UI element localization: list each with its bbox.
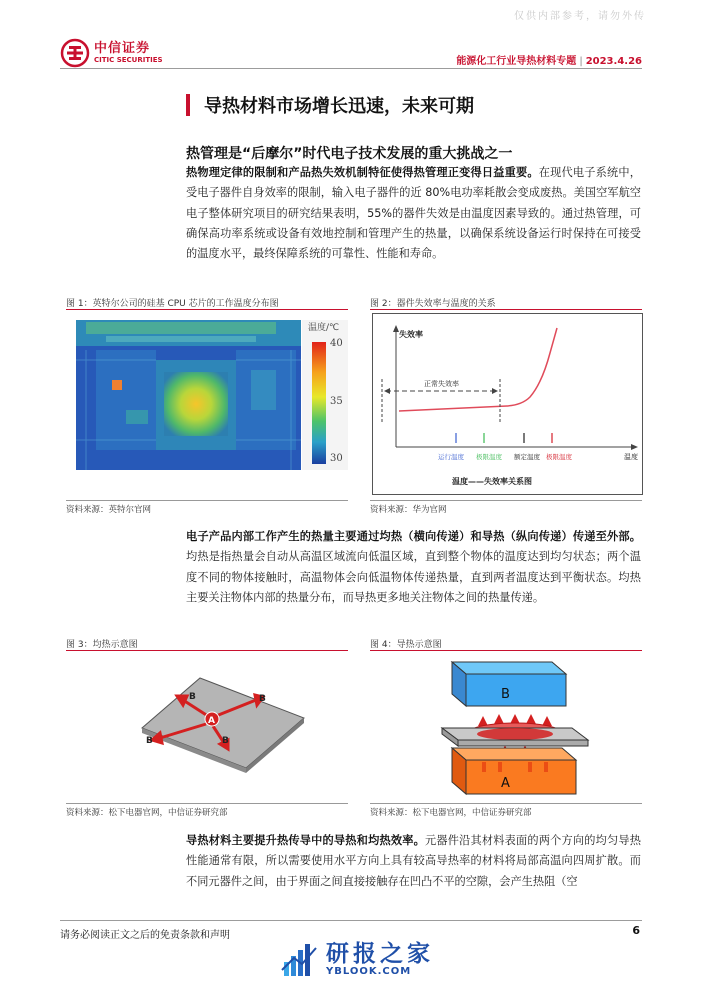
section-title-text: 导热材料市场增长迅速，未来可期	[204, 96, 474, 117]
page-number: 6	[632, 924, 640, 937]
yblook-logo-icon	[280, 940, 320, 980]
fig2-caption: 图 2：器件失效率与温度的关系	[370, 299, 496, 309]
fig3-label-b4: B	[222, 736, 229, 746]
paragraph-2-lead: 电子产品内部工作产生的热量主要通过均热（横向传递）和导热（纵向传递）传递至外部。	[186, 530, 641, 543]
citic-logo-icon	[60, 38, 90, 68]
yblook-watermark	[280, 940, 434, 980]
block-b	[466, 674, 566, 706]
fig2-top-rule	[370, 309, 642, 310]
logo-en: CITIC SECURITIES	[94, 56, 163, 64]
label-limit-temp-red: 极限温度	[546, 453, 572, 461]
paragraph-3-body: 元器件沿其材料表面的两个方向的均匀导热性能通常有限，所以需要使用水平方向上具有较高导热率的材料将局部高温向四周扩散。而不同元器件之间，由于界面之间直接接触存在凹凸不平的空隙，会产生热阻（空	[186, 834, 641, 888]
footer-divider	[60, 920, 642, 921]
label-limit-temp-green: 极限温度	[476, 453, 502, 461]
section-title-bar	[186, 94, 190, 116]
fig3-label-b3: B	[146, 736, 153, 746]
fig4-source: 资料来源：松下电器官网，中信证券研究部	[370, 808, 532, 818]
failure-rate-chart	[372, 313, 655, 496]
fig4-bottom-rule	[370, 803, 642, 804]
logo-cn: 中信证券	[94, 41, 151, 56]
y-axis-label: 失效率	[399, 330, 423, 339]
fig3-bottom-rule	[66, 803, 348, 804]
paragraph-2	[186, 527, 641, 608]
fig3-label-a: A	[208, 716, 215, 726]
paragraph-1-body: 在现代电子系统中，受电子器件自身效率的限制，输入电子器件的近 80%电功率耗散会变成废热。美国空军航空电子整体研究项目的研究结果表明，55%的器件失效是由温度因素导致的。通过热管理，可确保高功率系统或设备有效地控制和管理产生的热量，以确保系统设备运行时保持在可接受的温度水平，最终保障系统的可靠性、性能和寿命。	[186, 166, 641, 261]
subtitle: 热管理是“后摩尔”时代电子技术发展的重大挑战之一	[186, 146, 513, 162]
paragraph-3	[186, 831, 641, 892]
brand-en: YBLOOK.COM	[326, 966, 412, 977]
fig1-tick-35: 35	[330, 396, 343, 407]
paragraph-1-lead: 热物理定律的限制和产品热失效机制特征使得热管理正变得日益重要。	[186, 166, 539, 179]
brand-cn: 研报之家	[326, 941, 434, 967]
normal-rate-label: 正常失效率	[424, 380, 459, 388]
footer-disclaimer: 请务必阅读正文之后的免责条款和声明	[60, 930, 230, 941]
fig4-caption: 图 4：导热示意图	[370, 640, 442, 650]
report-title: 能源化工行业导热材料专题	[456, 56, 577, 67]
fig3-label-b2: B	[259, 694, 266, 704]
fig2-source: 资料来源：华为官网	[370, 505, 447, 515]
fig3-label-b1: B	[189, 692, 196, 702]
report-date: 2023.4.26	[585, 56, 642, 67]
citic-logo	[60, 38, 163, 68]
fig3-source: 资料来源：松下电器官网，中信证券研究部	[66, 808, 228, 818]
fig1-tick-30: 30	[330, 453, 343, 464]
section-title	[186, 92, 474, 118]
fig3-caption: 图 3：均热示意图	[66, 640, 138, 650]
fig3-top-rule	[66, 650, 348, 651]
block-b-label: B	[501, 687, 510, 702]
fig4-top-rule	[370, 650, 642, 651]
header-divider	[60, 68, 642, 69]
fig2-bottom-rule	[370, 500, 642, 501]
header-report-info	[456, 52, 642, 67]
heat-spreading-diagram	[66, 656, 348, 796]
label-rated-temp: 额定温度	[514, 453, 540, 461]
thermal-image	[76, 320, 348, 470]
spreading-plate	[142, 678, 304, 768]
fig1-colorbar-title: 温度/℃	[308, 323, 340, 333]
chart-bottom-title: 温度——失效率关系图	[452, 477, 532, 486]
x-axis-label: 温度	[624, 453, 638, 461]
fig1-top-rule	[66, 309, 348, 310]
header-separator: |	[579, 56, 583, 67]
label-operating-temp: 运行温度	[438, 453, 464, 461]
fig1-tick-40: 40	[330, 338, 343, 349]
watermark: 仅供内部参考，请勿外传	[514, 11, 646, 22]
heat-conduction-diagram	[370, 654, 642, 800]
fig1-caption: 图 1：英特尔公司的硅基 CPU 芯片的工作温度分布图	[66, 299, 279, 309]
block-a-label: A	[501, 776, 510, 791]
cpu-thermal-map	[76, 320, 348, 470]
paragraph-1	[186, 163, 641, 264]
fig1-bottom-rule	[66, 500, 348, 501]
paragraph-3-lead: 导热材料主要提升热传导中的导热和均热效率。	[186, 834, 425, 847]
paragraph-2-body: 均热是指热量会自动从高温区域流向低温区域，直到整个物体的温度达到均匀状态；两个温度不同的物体接触时，高温物体会向低温物体传递热量，直到两者温度达到平衡状态。均热主要关注物体内部的热量分布，而导热更多地关注物体之间的热量传递。	[186, 550, 641, 604]
fig1-source: 资料来源：英特尔官网	[66, 505, 152, 515]
